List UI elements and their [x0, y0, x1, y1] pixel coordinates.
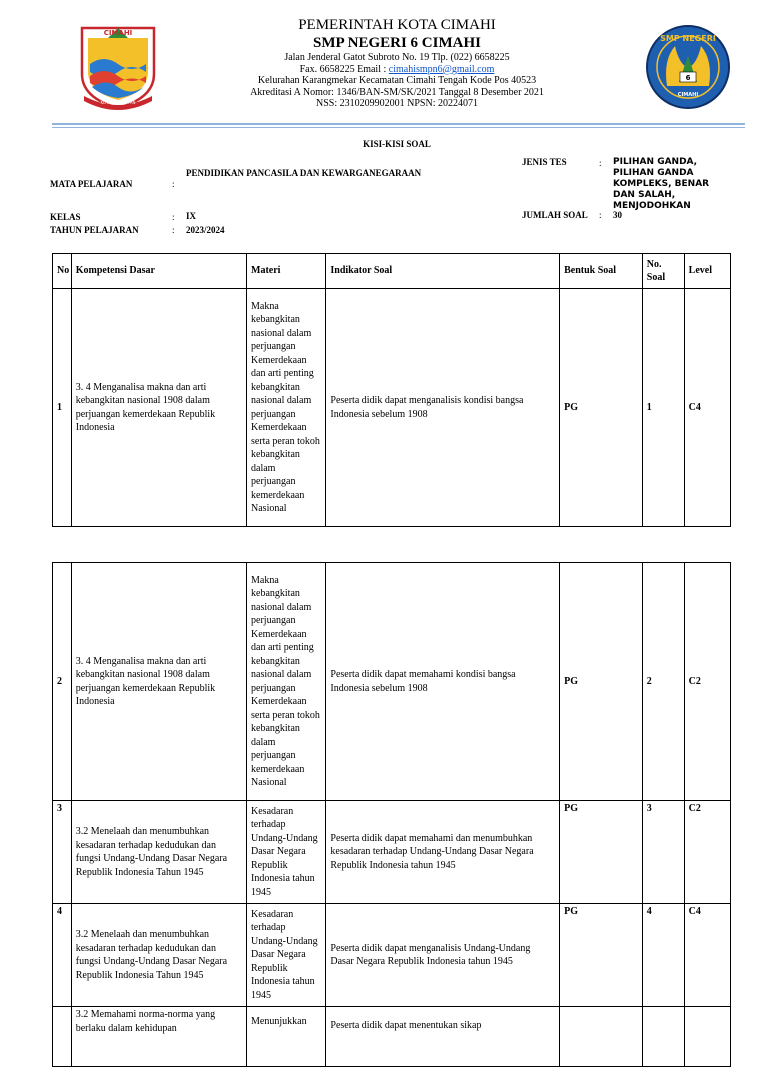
tahun-colon: : [172, 225, 175, 235]
jumlah-soal-value: 30 [613, 210, 622, 220]
cimahi-city-logo [78, 24, 158, 110]
row-bentuk-soal: PG [560, 563, 643, 801]
row-indikator: Peserta didik dapat memahami dan menumbuhkan kesadaran terhadap Undang-Undang Dasar Negara Republik Indonesia tahun 1945 [326, 801, 560, 904]
row-materi: Kesadaran terhadap Undang-Undang Dasar Negara Republik Indonesia tahun 1945 [247, 801, 326, 904]
svg-text:KOTA KEHIDUPAN: KOTA KEHIDUPAN [100, 100, 136, 105]
row-no-soal: 1 [642, 289, 684, 527]
email-link[interactable]: cimahismpn6@gmail.com [388, 63, 495, 75]
jenis-tes-colon: : [599, 158, 602, 168]
school-name: SMP NEGERI 6 CIMAHI [313, 35, 481, 51]
row-materi: Kesadaran terhadap Undang-Undang Dasar Negara Republik Indonesia tahun 1945 [247, 904, 326, 1007]
header-indikator-soal: Indikator Soal [326, 254, 560, 289]
jumlah-soal-colon: : [599, 210, 602, 220]
row-level: C2 [684, 801, 730, 904]
government-name: PEMERINTAH KOTA CIMAHI [298, 17, 496, 33]
svg-text:6: 6 [685, 74, 691, 82]
svg-text:CIMAHI: CIMAHI [103, 29, 133, 37]
row-materi: Makna kebangkitan nasional dalam perjuangan Kemerdekaan dan arti penting kebangkitan nasional dalam perjuangan Kemerdekaan serta peran tokoh kebangkitan dalam perjuangan kemerdekaan Nasional [247, 289, 326, 527]
school-accreditation: Akreditasi A Nomor: 1346/BAN-SM/SK/2021 Tanggal 8 Desember 2021 [250, 86, 544, 98]
jumlah-soal-label: JUMLAH SOAL [522, 210, 588, 220]
row-indikator: Peserta didik dapat menganalisis kondisi bangsa Indonesia sebelum 1908 [326, 289, 560, 527]
row-materi: Menunjukkan [247, 1007, 326, 1067]
svg-text:SMP NEGERI: SMP NEGERI [660, 34, 716, 43]
row-bentuk-soal: PG [560, 801, 643, 904]
mapel-label: MATA PELAJARAN [50, 179, 133, 189]
header-divider-thin [52, 127, 745, 128]
row-no-soal: 4 [642, 904, 684, 1007]
table-row [53, 563, 731, 801]
row-bentuk-soal [560, 1007, 643, 1067]
row-level [684, 1007, 730, 1067]
header-kompetensi-dasar: Kompetensi Dasar [71, 254, 246, 289]
row-kompetensi-dasar: 3.2 Menelaah dan menumbuhkan kesadaran terhadap kedudukan dan fungsi Undang-Undang Dasar Negara Republik Indonesia Tahun 1945 [71, 801, 246, 904]
row-no-soal: 3 [642, 801, 684, 904]
table-row [53, 1007, 731, 1067]
row-level: C4 [684, 289, 730, 527]
header-materi: Materi [247, 254, 326, 289]
table-row [53, 904, 731, 1007]
row-no [53, 1007, 72, 1067]
row-kompetensi-dasar: 3. 4 Menganalisa makna dan arti kebangkitan nasional 1908 dalam perjuangan kemerdekaan Republik Indonesia [71, 289, 246, 527]
header-no-soal: No. Soal [642, 254, 684, 289]
tahun-label: TAHUN PELAJARAN [50, 225, 139, 235]
header-no: No [53, 254, 72, 289]
row-indikator: Peserta didik dapat menentukan sikap [326, 1007, 560, 1067]
header-divider [52, 123, 745, 125]
tahun-value: 2023/2024 [186, 225, 225, 235]
table-row [53, 801, 731, 904]
kelas-label: KELAS [50, 212, 81, 222]
row-bentuk-soal: PG [560, 904, 643, 1007]
row-kompetensi-dasar: 3.2 Menelaah dan menumbuhkan kesadaran terhadap kedudukan dan fungsi Undang-Undang Dasar Negara Republik Indonesia Tahun 1945 [71, 904, 246, 1007]
jenis-tes-value: PILIHAN GANDA, PILIHAN GANDA KOMPLEKS, BENAR DAN SALAH, MENJODOHKAN [613, 157, 710, 211]
row-no: 2 [53, 563, 72, 801]
row-bentuk-soal: PG [560, 289, 643, 527]
row-no-soal [642, 1007, 684, 1067]
row-kompetensi-dasar: 3.2 Memahami norma-norma yang berlaku dalam kehidupan [71, 1007, 246, 1067]
school-kelurahan: Kelurahan Karangmekar Kecamatan Cimahi Tengah Kode Pos 40523 [257, 75, 537, 86]
jenis-tes-label: JENIS TES [522, 157, 567, 167]
mapel-value: PENDIDIKAN PANCASILA DAN KEWARGANEGARAAN [186, 168, 422, 178]
svg-text:CIMAHI: CIMAHI [677, 92, 699, 98]
kelas-value: IX [186, 211, 197, 221]
row-no: 3 [53, 801, 72, 904]
row-level: C2 [684, 563, 730, 801]
row-indikator: Peserta didik dapat menganalisis Undang-Undang Dasar Negara Republik Indonesia tahun 1945 [326, 904, 560, 1007]
table-header-row [53, 254, 731, 289]
school-nss: NSS: 2310209902001 NPSN: 20224071 [316, 98, 478, 109]
row-level: C4 [684, 904, 730, 1007]
row-no: 1 [53, 289, 72, 527]
document-title: KISI-KISI SOAL [363, 139, 431, 149]
row-no-soal: 2 [642, 563, 684, 801]
mapel-colon: : [172, 179, 175, 189]
table-row [53, 289, 731, 527]
kelas-colon: : [172, 212, 175, 222]
school-contact: Fax. 6658225 Email : cimahismpn6@gmail.com [299, 63, 495, 75]
header-bentuk-soal: Bentuk Soal [560, 254, 643, 289]
header-level: Level [684, 254, 730, 289]
kisi-kisi-table-continued [52, 562, 731, 1067]
row-materi: Makna kebangkitan nasional dalam perjuangan Kemerdekaan dan arti penting kebangkitan nasional dalam perjuangan Kemerdekaan serta peran tokoh kebangkitan dalam perjuangan kemerdekaan Nasional [247, 563, 326, 801]
school-logo [645, 24, 731, 110]
kisi-kisi-table [52, 253, 731, 527]
school-address: Jalan Jenderal Gatot Subroto No. 19 Tlp. (022) 6658225 [284, 52, 510, 63]
row-indikator: Peserta didik dapat memahami kondisi bangsa Indonesia sebelum 1908 [326, 563, 560, 801]
row-kompetensi-dasar: 3. 4 Menganalisa makna dan arti kebangkitan nasional 1908 dalam perjuangan kemerdekaan Republik Indonesia [71, 563, 246, 801]
letterhead [200, 16, 594, 110]
row-no: 4 [53, 904, 72, 1007]
